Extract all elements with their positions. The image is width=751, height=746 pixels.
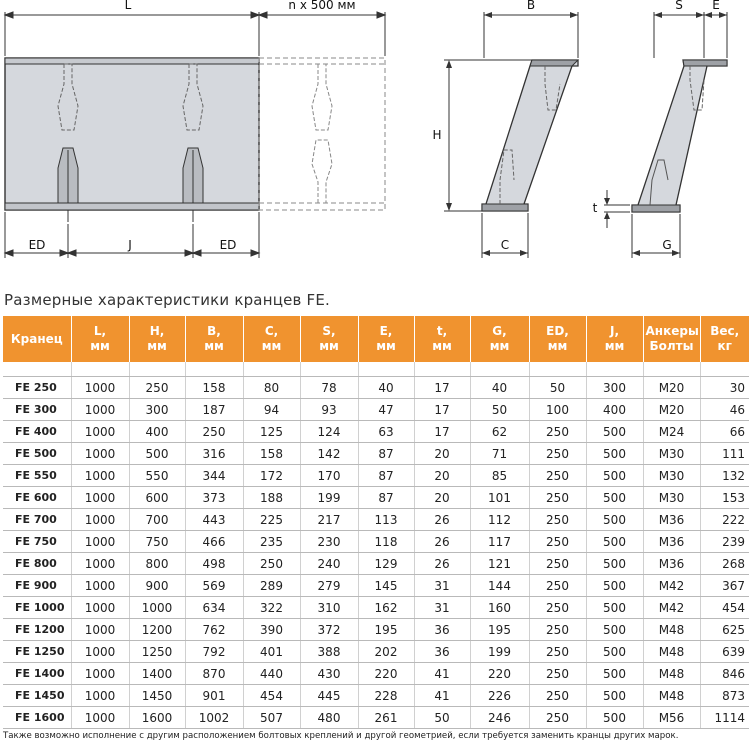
fender-model-cell: FE 800: [3, 553, 71, 575]
table-cell: 36: [414, 641, 470, 663]
column-header-line1: J,: [609, 324, 620, 338]
column-header-line1: Кранец: [10, 331, 63, 346]
table-cell: 195: [470, 619, 529, 641]
table-cell: 142: [300, 443, 358, 465]
column-header-line2: мм: [432, 339, 452, 353]
table-cell: 250: [529, 619, 586, 641]
table-cell: M48: [643, 663, 700, 685]
column-header-line2: мм: [90, 339, 110, 353]
table-cell: 17: [414, 377, 470, 399]
table-cell: 26: [414, 509, 470, 531]
column-header-line1: L,: [93, 324, 107, 338]
table-cell: 500: [586, 641, 643, 663]
table-cell: 550: [129, 465, 185, 487]
table-cell: 170: [300, 465, 358, 487]
column-header: [414, 316, 470, 362]
table-cell: 17: [414, 399, 470, 421]
table-row: [3, 685, 749, 707]
column-header-line1: Анкеры: [645, 324, 699, 338]
table-cell: 1000: [71, 443, 129, 465]
fender-model-cell: FE 750: [3, 531, 71, 553]
column-header: [129, 316, 185, 362]
table-cell: 800: [129, 553, 185, 575]
label-G: G: [662, 238, 672, 252]
table-cell: 124: [300, 421, 358, 443]
table-row: [3, 641, 749, 663]
table-cell: 31: [414, 597, 470, 619]
table-cell: 1250: [129, 641, 185, 663]
table-spacer-row: [3, 362, 749, 377]
table-cell: 400: [586, 399, 643, 421]
table-cell: 41: [414, 685, 470, 707]
label-C: C: [500, 238, 510, 252]
column-header: [358, 316, 414, 362]
fender-model-cell: FE 1000: [3, 597, 71, 619]
table-row: [3, 377, 749, 399]
table-header-row: [3, 316, 749, 362]
table-row: [3, 443, 749, 465]
fender-model-cell: FE 1450: [3, 685, 71, 707]
table-cell: 85: [470, 465, 529, 487]
side-view-left: [444, 12, 578, 258]
table-cell: 500: [586, 597, 643, 619]
column-header: [300, 316, 358, 362]
table-cell: 1002: [185, 707, 243, 729]
table-cell: 160: [470, 597, 529, 619]
column-header: [3, 316, 71, 362]
fender-model-cell: FE 900: [3, 575, 71, 597]
fender-model-cell: FE 550: [3, 465, 71, 487]
column-header-line1: G,: [492, 324, 507, 338]
table-cell: 792: [185, 641, 243, 663]
section-title: Размерные характеристики кранцев FE.: [4, 291, 331, 309]
table-cell: 400: [129, 421, 185, 443]
table-cell: 50: [529, 377, 586, 399]
table-cell: 1450: [129, 685, 185, 707]
table-cell: 26: [414, 531, 470, 553]
column-header: [243, 316, 300, 362]
table-cell: 1000: [71, 597, 129, 619]
table-cell: 500: [586, 421, 643, 443]
label-ED-left: ED: [28, 238, 46, 252]
table-cell: 100: [529, 399, 586, 421]
table-cell: 113: [358, 509, 414, 531]
table-cell: 26: [414, 553, 470, 575]
table-cell: 230: [300, 531, 358, 553]
table-cell: 344: [185, 465, 243, 487]
table-cell: M20: [643, 399, 700, 421]
table-cell: M24: [643, 421, 700, 443]
table-cell: 500: [586, 553, 643, 575]
table-cell: 390: [243, 619, 300, 641]
column-header: [643, 316, 700, 362]
column-header-line2: кг: [717, 339, 732, 353]
table-cell: 111: [700, 443, 749, 465]
column-header: [185, 316, 243, 362]
fender-model-cell: FE 500: [3, 443, 71, 465]
table-cell: 500: [586, 663, 643, 685]
table-cell: M30: [643, 443, 700, 465]
table-cell: 202: [358, 641, 414, 663]
table-cell: 20: [414, 465, 470, 487]
table-cell: 250: [529, 487, 586, 509]
table-cell: 1000: [71, 487, 129, 509]
table-cell: 40: [358, 377, 414, 399]
table-cell: 153: [700, 487, 749, 509]
table-cell: 145: [358, 575, 414, 597]
table-cell: 228: [358, 685, 414, 707]
table-cell: 250: [529, 421, 586, 443]
table-cell: 873: [700, 685, 749, 707]
table-cell: 440: [243, 663, 300, 685]
table-cell: 430: [300, 663, 358, 685]
table-cell: 1000: [71, 377, 129, 399]
table-cell: 500: [586, 509, 643, 531]
table-cell: 1000: [71, 641, 129, 663]
table-cell: 466: [185, 531, 243, 553]
table-cell: M48: [643, 619, 700, 641]
table-cell: 1114: [700, 707, 749, 729]
table-cell: 250: [529, 531, 586, 553]
column-header-line1: t,: [436, 324, 448, 338]
column-header-line1: E,: [379, 324, 393, 338]
front-view: [5, 58, 385, 222]
table-body: [3, 362, 749, 729]
label-S: S: [675, 0, 683, 12]
column-header: [470, 316, 529, 362]
table-cell: 388: [300, 641, 358, 663]
table-cell: M20: [643, 377, 700, 399]
table-cell: 1400: [129, 663, 185, 685]
table-cell: 250: [529, 553, 586, 575]
table-cell: 172: [243, 465, 300, 487]
table-cell: M36: [643, 531, 700, 553]
table-cell: 225: [243, 509, 300, 531]
table-cell: 750: [129, 531, 185, 553]
table-cell: 700: [129, 509, 185, 531]
table-cell: 226: [470, 685, 529, 707]
column-header-line2: Болты: [649, 339, 694, 353]
table-cell: 129: [358, 553, 414, 575]
table-row: [3, 575, 749, 597]
table-cell: 235: [243, 531, 300, 553]
table-cell: 372: [300, 619, 358, 641]
table-cell: 158: [243, 443, 300, 465]
fender-specs-table: [3, 316, 749, 729]
table-cell: M56: [643, 707, 700, 729]
column-header-line2: мм: [204, 339, 224, 353]
table-cell: 634: [185, 597, 243, 619]
table-cell: 250: [529, 663, 586, 685]
label-n-x-500: n x 500 мм: [288, 0, 356, 12]
table-cell: 507: [243, 707, 300, 729]
table-cell: 80: [243, 377, 300, 399]
table-row: [3, 509, 749, 531]
table-row: [3, 597, 749, 619]
table-cell: 188: [243, 487, 300, 509]
table-cell: 500: [586, 685, 643, 707]
table-cell: 1000: [71, 465, 129, 487]
table-cell: 20: [414, 487, 470, 509]
table-row: [3, 707, 749, 729]
table-cell: 250: [529, 465, 586, 487]
table-cell: 144: [470, 575, 529, 597]
column-header-line1: C,: [264, 324, 279, 338]
table-cell: 222: [700, 509, 749, 531]
table-cell: 162: [358, 597, 414, 619]
table-cell: 17: [414, 421, 470, 443]
column-header-line2: мм: [376, 339, 396, 353]
table-cell: 500: [586, 619, 643, 641]
label-L: L: [124, 0, 132, 12]
table-cell: 125: [243, 421, 300, 443]
column-header-line1: B,: [207, 324, 221, 338]
table-cell: 310: [300, 597, 358, 619]
table-cell: 250: [185, 421, 243, 443]
fender-model-cell: FE 400: [3, 421, 71, 443]
fender-model-cell: FE 700: [3, 509, 71, 531]
table-cell: 500: [586, 443, 643, 465]
column-header-line2: мм: [319, 339, 339, 353]
table-cell: 480: [300, 707, 358, 729]
table-cell: 250: [529, 707, 586, 729]
table-cell: 94: [243, 399, 300, 421]
table-cell: 500: [129, 443, 185, 465]
table-cell: 1600: [129, 707, 185, 729]
fender-model-cell: FE 1400: [3, 663, 71, 685]
table-cell: 250: [529, 509, 586, 531]
column-header-line2: мм: [547, 339, 568, 353]
fender-model-cell: FE 1200: [3, 619, 71, 641]
table-cell: 1000: [129, 597, 185, 619]
table-cell: 132: [700, 465, 749, 487]
table-cell: 300: [129, 399, 185, 421]
table-cell: 195: [358, 619, 414, 641]
label-ED-right: ED: [219, 238, 237, 252]
table-cell: 250: [529, 575, 586, 597]
column-header-line1: S,: [322, 324, 336, 338]
label-E: E: [712, 0, 720, 12]
table-cell: 1000: [71, 663, 129, 685]
table-cell: 261: [358, 707, 414, 729]
table-cell: 217: [300, 509, 358, 531]
fender-model-cell: FE 600: [3, 487, 71, 509]
table-cell: 36: [414, 619, 470, 641]
table-cell: 158: [185, 377, 243, 399]
label-B: B: [526, 0, 536, 12]
table-cell: 445: [300, 685, 358, 707]
table-cell: 50: [414, 707, 470, 729]
table-cell: 500: [586, 487, 643, 509]
table-cell: 240: [300, 553, 358, 575]
column-header: [586, 316, 643, 362]
label-H: H: [432, 128, 442, 142]
table-cell: 78: [300, 377, 358, 399]
table-cell: 118: [358, 531, 414, 553]
fender-model-cell: FE 1250: [3, 641, 71, 663]
table-cell: 500: [586, 531, 643, 553]
column-header-line2: мм: [261, 339, 282, 353]
table-cell: 87: [358, 443, 414, 465]
label-J: J: [128, 238, 132, 252]
table-cell: M30: [643, 487, 700, 509]
table-cell: 300: [586, 377, 643, 399]
table-cell: 322: [243, 597, 300, 619]
table-cell: 846: [700, 663, 749, 685]
table-cell: 101: [470, 487, 529, 509]
column-header: [529, 316, 586, 362]
table-cell: 30: [700, 377, 749, 399]
table-cell: M48: [643, 685, 700, 707]
table-cell: M36: [643, 509, 700, 531]
table-cell: 50: [470, 399, 529, 421]
table-cell: 625: [700, 619, 749, 641]
table-cell: 367: [700, 575, 749, 597]
table-cell: 569: [185, 575, 243, 597]
column-header-line2: мм: [147, 339, 167, 353]
table-cell: 250: [529, 685, 586, 707]
table-cell: M30: [643, 465, 700, 487]
table-cell: 870: [185, 663, 243, 685]
table-cell: 900: [129, 575, 185, 597]
table-cell: 279: [300, 575, 358, 597]
table-cell: 373: [185, 487, 243, 509]
table-row: [3, 531, 749, 553]
table-cell: 1000: [71, 707, 129, 729]
table-cell: 289: [243, 575, 300, 597]
table-cell: 250: [529, 597, 586, 619]
table-cell: 63: [358, 421, 414, 443]
fender-model-cell: FE 300: [3, 399, 71, 421]
table-cell: 246: [470, 707, 529, 729]
table-cell: 901: [185, 685, 243, 707]
table-cell: 31: [414, 575, 470, 597]
table-cell: M42: [643, 575, 700, 597]
table-cell: 1000: [71, 553, 129, 575]
table-cell: 1000: [71, 509, 129, 531]
table-cell: 316: [185, 443, 243, 465]
table-cell: 762: [185, 619, 243, 641]
table-cell: 268: [700, 553, 749, 575]
table-cell: 46: [700, 399, 749, 421]
table-cell: 239: [700, 531, 749, 553]
table-cell: 1000: [71, 399, 129, 421]
table-cell: 199: [300, 487, 358, 509]
table-cell: 500: [586, 575, 643, 597]
table-cell: 93: [300, 399, 358, 421]
table-cell: 500: [586, 707, 643, 729]
table-row: [3, 421, 749, 443]
table-cell: M36: [643, 553, 700, 575]
table-cell: 639: [700, 641, 749, 663]
table-cell: 454: [243, 685, 300, 707]
top-dimensions: [5, 12, 385, 56]
table-cell: 20: [414, 443, 470, 465]
side-view-right: [604, 12, 727, 258]
table-cell: 87: [358, 465, 414, 487]
table-cell: 1000: [71, 575, 129, 597]
fender-technical-drawing: [0, 0, 751, 280]
column-header: [71, 316, 129, 362]
table-row: [3, 465, 749, 487]
table-cell: 40: [470, 377, 529, 399]
table-cell: 250: [129, 377, 185, 399]
fender-model-cell: FE 250: [3, 377, 71, 399]
table-cell: M42: [643, 597, 700, 619]
table-cell: 1000: [71, 421, 129, 443]
column-header-line2: мм: [604, 339, 625, 353]
column-header-line1: H,: [149, 324, 165, 338]
table-row: [3, 487, 749, 509]
table-cell: 220: [358, 663, 414, 685]
table-cell: 117: [470, 531, 529, 553]
table-cell: 401: [243, 641, 300, 663]
table-cell: 121: [470, 553, 529, 575]
table-cell: 250: [529, 641, 586, 663]
table-cell: 71: [470, 443, 529, 465]
column-header: [700, 316, 749, 362]
table-cell: 112: [470, 509, 529, 531]
footnote: Также возможно исполнение с другим расположением болтовых креплений и другой геометрией, если требуется заменить кранцы других марок.: [3, 731, 679, 741]
table-cell: 1000: [71, 685, 129, 707]
table-cell: 62: [470, 421, 529, 443]
label-t: t: [592, 201, 598, 215]
table-cell: 1200: [129, 619, 185, 641]
table-cell: 41: [414, 663, 470, 685]
table-cell: M48: [643, 641, 700, 663]
table-cell: 500: [586, 465, 643, 487]
table-cell: 250: [529, 443, 586, 465]
table-row: [3, 399, 749, 421]
table-cell: 47: [358, 399, 414, 421]
table-cell: 187: [185, 399, 243, 421]
table-cell: 66: [700, 421, 749, 443]
table-row: [3, 619, 749, 641]
column-header-line1: ED,: [546, 324, 569, 338]
table-row: [3, 553, 749, 575]
column-header-line1: Вес,: [710, 324, 740, 338]
table-cell: 454: [700, 597, 749, 619]
table-cell: 87: [358, 487, 414, 509]
table-cell: 220: [470, 663, 529, 685]
table-cell: 250: [243, 553, 300, 575]
column-header-line2: мм: [489, 339, 510, 353]
fender-model-cell: FE 1600: [3, 707, 71, 729]
table-cell: 1000: [71, 619, 129, 641]
table-cell: 443: [185, 509, 243, 531]
table-cell: 1000: [71, 531, 129, 553]
table-cell: 498: [185, 553, 243, 575]
table-cell: 199: [470, 641, 529, 663]
table-cell: 600: [129, 487, 185, 509]
table-row: [3, 663, 749, 685]
